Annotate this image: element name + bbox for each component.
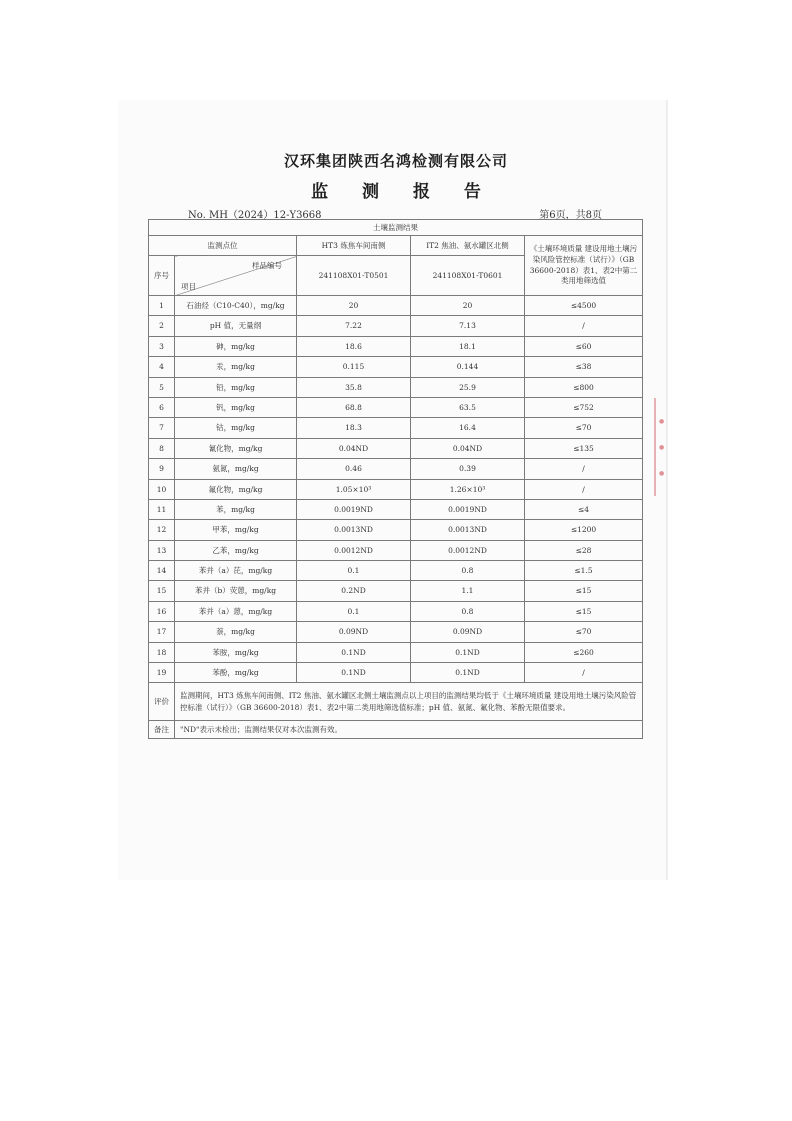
- row-standard: /: [525, 663, 643, 683]
- table-row: [149, 581, 643, 601]
- table-row: [149, 601, 643, 621]
- row-standard: ≤15: [525, 601, 643, 621]
- row-number: 15: [149, 581, 175, 601]
- table-row: [149, 438, 643, 458]
- row-standard: ≤800: [525, 377, 643, 397]
- row-item: 钒，mg/kg: [175, 397, 297, 417]
- row-item: 苯，mg/kg: [175, 499, 297, 519]
- evaluation-text: 监测期间，HT3 炼焦车间南侧、IT2 焦油、氨水罐区北侧土壤监测点以上项目的监测结果均低于《土壤环境质量 建设用地土壤污染风险管控标准（试行）》（GB 36600-2018）表1、表2中第二类用地筛选值标准；pH 值、氨氮、氟化物、苯酚无限值要求。: [175, 683, 643, 721]
- row-item: 苯胺，mg/kg: [175, 642, 297, 662]
- row-value-1: 0.1: [297, 601, 411, 621]
- row-number: 4: [149, 357, 175, 377]
- table-row: [149, 418, 643, 438]
- table-row: [149, 540, 643, 560]
- row-standard: ≤70: [525, 622, 643, 642]
- seal-stamp: ● ● ●: [654, 398, 672, 496]
- row-value-1: 18.3: [297, 418, 411, 438]
- table-row: [149, 499, 643, 519]
- row-value-2: 0.09ND: [411, 622, 525, 642]
- sample-1: 241108X01-T0501: [297, 256, 411, 296]
- row-value-1: 0.115: [297, 357, 411, 377]
- remark-label: 备注: [149, 721, 175, 739]
- table-row: [149, 479, 643, 499]
- row-value-2: 0.144: [411, 357, 525, 377]
- row-number: 9: [149, 459, 175, 479]
- row-value-2: 25.9: [411, 377, 525, 397]
- row-value-2: 0.0012ND: [411, 540, 525, 560]
- row-standard: ≤38: [525, 357, 643, 377]
- row-value-2: 7.13: [411, 316, 525, 336]
- row-standard: ≤70: [525, 418, 643, 438]
- page-info: 第6页，共8页: [539, 210, 602, 221]
- row-standard: /: [525, 316, 643, 336]
- table-row: [149, 561, 643, 581]
- row-standard: ≤1200: [525, 520, 643, 540]
- row-item: 甲苯，mg/kg: [175, 520, 297, 540]
- row-value-1: 7.22: [297, 316, 411, 336]
- row-item: 乙苯，mg/kg: [175, 540, 297, 560]
- row-value-2: 63.5: [411, 397, 525, 417]
- row-value-2: 0.04ND: [411, 438, 525, 458]
- company-name: 汉环集团陕西名鸿检测有限公司: [283, 152, 508, 170]
- row-value-2: 18.1: [411, 336, 525, 356]
- row-standard: ≤60: [525, 336, 643, 356]
- row-value-2: 0.8: [411, 561, 525, 581]
- row-standard: ≤4500: [525, 296, 643, 316]
- table-row: [149, 336, 643, 356]
- row-value-1: 18.6: [297, 336, 411, 356]
- report-title: 监 测 报 告: [311, 182, 495, 202]
- row-value-1: 0.09ND: [297, 622, 411, 642]
- row-standard: ≤1.5: [525, 561, 643, 581]
- row-number: 8: [149, 438, 175, 458]
- row-number: 16: [149, 601, 175, 621]
- row-number: 2: [149, 316, 175, 336]
- table-row: [149, 397, 643, 417]
- row-value-2: 0.0013ND: [411, 520, 525, 540]
- remark-text: "ND"表示未检出；监测结果仅对本次监测有效。: [175, 721, 643, 739]
- row-standard: ≤260: [525, 642, 643, 662]
- row-item: pH 值，无量纲: [175, 316, 297, 336]
- row-number: 11: [149, 499, 175, 519]
- table-row: [149, 520, 643, 540]
- row-number: 17: [149, 622, 175, 642]
- row-value-1: 0.1ND: [297, 642, 411, 662]
- row-value-1: 0.0013ND: [297, 520, 411, 540]
- row-value-2: 0.1ND: [411, 663, 525, 683]
- table-row: [149, 459, 643, 479]
- table-row: [149, 296, 643, 316]
- row-value-1: 0.46: [297, 459, 411, 479]
- sample-label: 样品编号: [252, 261, 282, 270]
- row-item: 氟化物，mg/kg: [175, 479, 297, 499]
- row-standard: ≤752: [525, 397, 643, 417]
- diagonal-header-cell: [175, 256, 297, 296]
- row-value-2: 16.4: [411, 418, 525, 438]
- table-row: [149, 377, 643, 397]
- sample-2: 241108X01-T0601: [411, 256, 525, 296]
- row-item: 砷，mg/kg: [175, 336, 297, 356]
- row-item: 氰化物，mg/kg: [175, 438, 297, 458]
- row-number: 7: [149, 418, 175, 438]
- table-row: [149, 642, 643, 662]
- row-item: 石油烃（C10-C40），mg/kg: [175, 296, 297, 316]
- row-number: 13: [149, 540, 175, 560]
- evaluation-label: 评价: [149, 683, 175, 721]
- row-standard: ≤15: [525, 581, 643, 601]
- row-value-1: 0.1ND: [297, 663, 411, 683]
- row-value-1: 0.0019ND: [297, 499, 411, 519]
- row-number: 12: [149, 520, 175, 540]
- row-value-2: 0.0019ND: [411, 499, 525, 519]
- row-value-1: 0.0012ND: [297, 540, 411, 560]
- row-value-1: 0.04ND: [297, 438, 411, 458]
- row-item: 钴，mg/kg: [175, 418, 297, 438]
- standard-header: 《土壤环境质量 建设用地土壤污染风险管控标准（试行）》（GB 36600-2018）表1、表2中第二类用地筛选值: [525, 236, 643, 296]
- row-value-1: 35.8: [297, 377, 411, 397]
- table-row: [149, 663, 643, 683]
- point-1: HT3 炼焦车间南侧: [297, 236, 411, 256]
- row-number: 18: [149, 642, 175, 662]
- row-value-2: 0.39: [411, 459, 525, 479]
- row-standard: ≤135: [525, 438, 643, 458]
- point-2: IT2 焦油、氨水罐区北侧: [411, 236, 525, 256]
- row-number: 19: [149, 663, 175, 683]
- row-standard: ≤4: [525, 499, 643, 519]
- row-item: 汞，mg/kg: [175, 357, 297, 377]
- row-value-2: 0.8: [411, 601, 525, 621]
- row-standard: /: [525, 459, 643, 479]
- table-row: [149, 316, 643, 336]
- point-label: 监测点位: [149, 236, 297, 256]
- row-number: 6: [149, 397, 175, 417]
- row-standard: ≤28: [525, 540, 643, 560]
- row-number: 14: [149, 561, 175, 581]
- table-row: [149, 357, 643, 377]
- row-number: 5: [149, 377, 175, 397]
- item-label: 项目: [181, 281, 196, 291]
- row-item: 苯酚，mg/kg: [175, 663, 297, 683]
- row-value-2: 20: [411, 296, 525, 316]
- table-row: [149, 622, 643, 642]
- row-item: 氨氮，mg/kg: [175, 459, 297, 479]
- seq-label: 序号: [149, 256, 175, 296]
- table-caption: 土壤监测结果: [149, 220, 643, 236]
- soil-monitoring-table: [148, 219, 643, 739]
- row-value-1: 0.1: [297, 561, 411, 581]
- row-item: 铅，mg/kg: [175, 377, 297, 397]
- row-value-2: 1.1: [411, 581, 525, 601]
- report-number: No. MH（2024）12-Y3668: [188, 210, 322, 221]
- row-value-2: 1.26×10³: [411, 479, 525, 499]
- row-item: 苯并（a）蒽，mg/kg: [175, 601, 297, 621]
- row-standard: /: [525, 479, 643, 499]
- row-item: 苯并（b）荧蒽，mg/kg: [175, 581, 297, 601]
- row-value-1: 68.8: [297, 397, 411, 417]
- row-value-1: 1.05×10³: [297, 479, 411, 499]
- row-number: 3: [149, 336, 175, 356]
- row-number: 10: [149, 479, 175, 499]
- row-value-1: 0.2ND: [297, 581, 411, 601]
- row-value-1: 20: [297, 296, 411, 316]
- row-number: 1: [149, 296, 175, 316]
- row-item: 萘，mg/kg: [175, 622, 297, 642]
- row-item: 苯并（a）芘，mg/kg: [175, 561, 297, 581]
- row-value-2: 0.1ND: [411, 642, 525, 662]
